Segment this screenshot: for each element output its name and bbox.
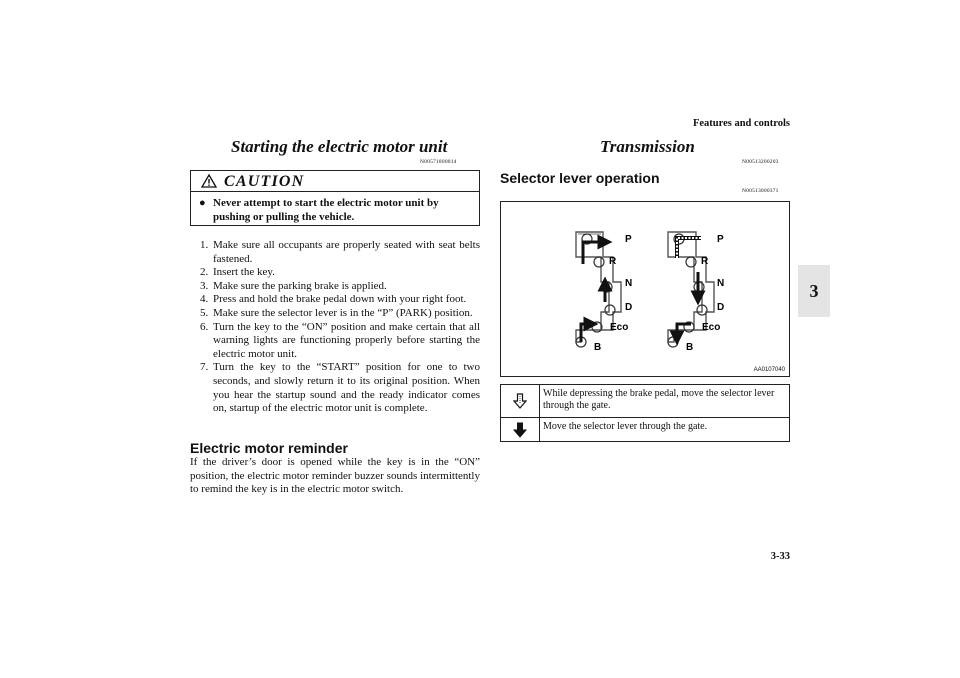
legend-text: Move the selector lever through the gate. [543,421,708,432]
reminder-heading: Electric motor reminder [190,440,348,456]
bullet-icon: ● [199,197,206,209]
list-item: 5. Make sure the selector lever is in the “P” (PARK) position. [200,306,473,319]
caution-line: Never attempt to start the electric motor unit by [213,197,439,209]
legend-text: While depressing the brake pedal, move the selector lever through the gate. [543,388,775,411]
list-item: 3. Make sure the parking brake is applied. [200,279,387,292]
gate-left-labels [594,234,632,353]
subsection-heading: Selector lever operation [500,170,660,186]
gear-label-p: P [717,234,724,245]
gear-label-eco: Eco [610,322,629,333]
list-item: 4. Press and hold the brake pedal down with your right foot. [200,293,467,306]
list-item: 2. Insert the key. [200,266,275,279]
caution-line: pushing or pulling the vehicle. [213,211,355,223]
start-procedure-list [190,239,480,416]
figure-id: AA0107040 [753,367,785,373]
section-code: N00571800014 [420,159,457,165]
caution-text [199,196,471,224]
gear-label-p: P [625,234,632,245]
caution-box [190,170,480,226]
gear-label-b: B [686,342,694,353]
gear-label-r: R [609,256,617,267]
list-item: 1. Make sure all occupants are properly seated with seat belts fastened. [200,239,480,265]
list-item: 6. Turn the key to the “ON” position and make certain that all warning lights are functioning properly before starting the electric motor unit. [200,320,480,360]
section-code: N00513200203 [742,159,779,165]
list-item: 7. Turn the key to the “START” position for one to two seconds, and slowly return it to its original position. When you hear the startup sound and the ready indicator comes on, startup of the electric motor unit is complete. [200,361,480,415]
gear-selector-diagram [501,202,789,376]
solid-arrow-icon [513,422,527,438]
gear-label-d: D [717,302,725,313]
legend-row [501,418,789,441]
gate-right-labels [686,234,724,353]
gear-label-b: B [594,342,602,353]
page-number: 3-33 [770,551,790,562]
legend-table [500,384,790,442]
gear-label-r: R [701,256,709,267]
subsection-code: N00513000371 [742,188,779,194]
outline-arrow-icon [513,393,527,409]
gear-label-d: D [625,302,633,313]
gear-label-eco: Eco [702,322,721,333]
gear-label-n: N [625,278,633,289]
section-title-transmission: Transmission [600,137,695,156]
chapter-tab: 3 [798,265,830,317]
caution-title: CAUTION [224,173,305,190]
reminder-paragraph: If the driver’s door is opened while the key is in the “ON” position, the electric motor reminder buzzer sounds intermittently to remind the key is in the electric motor switch. [190,456,480,496]
caution-header [191,171,479,192]
selector-gate-figure [500,201,790,377]
legend-row [501,385,789,418]
warning-triangle-icon [201,174,217,188]
gear-label-n: N [717,278,725,289]
section-title-starting: Starting the electric motor unit [231,137,448,156]
running-header: Features and controls [692,118,790,129]
